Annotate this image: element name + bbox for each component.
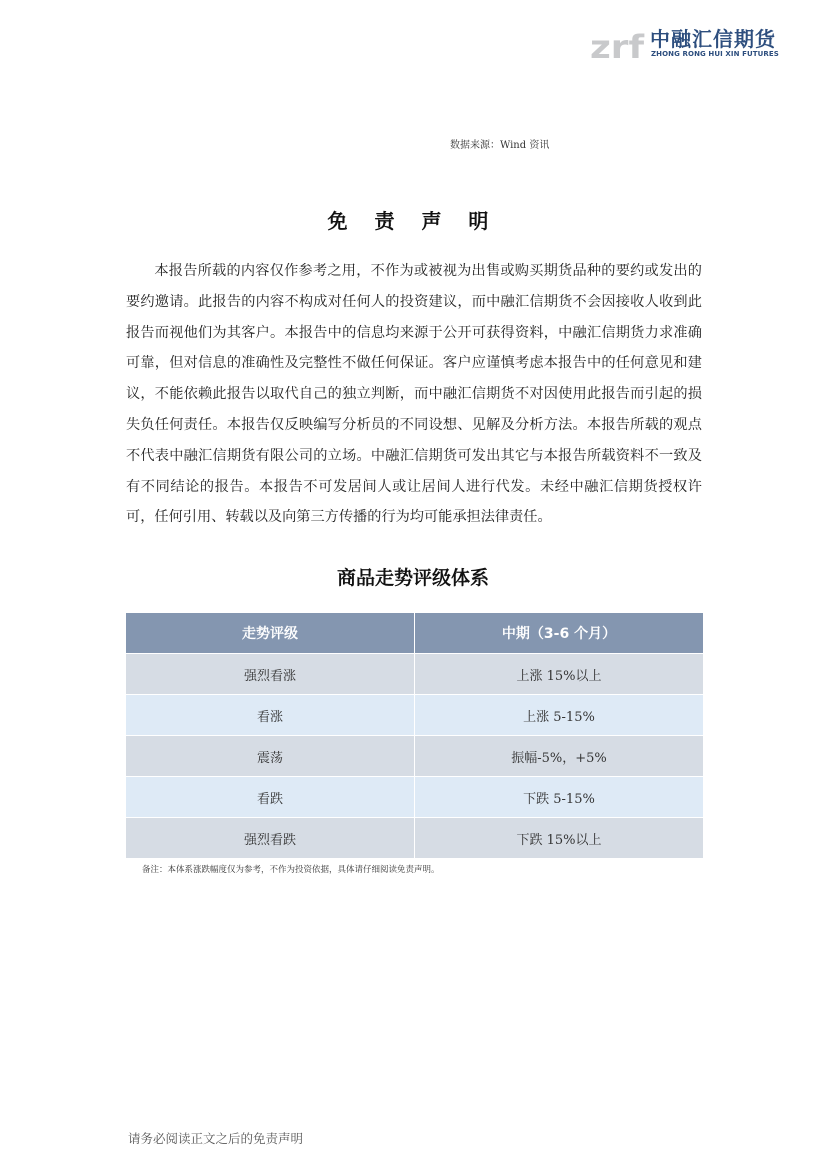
table-row [126,695,703,736]
rating-note: 备注：本体系涨跌幅度仅为参考，不作为投资依据，具体请仔细阅读免责声明。 [142,865,440,875]
rating-cell: 看跌 [126,777,415,818]
range-cell: 上涨 15%以上 [415,654,704,695]
range-cell: 下跌 5-15% [415,777,704,818]
zrf-logo-mark [590,20,646,64]
range-cell: 下跌 15%以上 [415,818,704,859]
table-row [126,654,703,695]
rating-cell: 震荡 [126,736,415,777]
disclaimer-body: 本报告所载的内容仅作参考之用，不作为或被视为出售或购买期货品种的要约或发出的要约邀请。此报告的内容不构成对任何人的投资建议，而中融汇信期货不会因接收人收到此报告而视他们为其客户。本报告中的信息均来源于公开可获得资料，中融汇信期货力求准确可靠，但对信息的准确性及完整性不做任何保证。客户应谨慎考虑本报告中的任何意见和建议，不能依赖此报告以取代自己的独立判断，而中融汇信期货不对因使用此报告而引起的损失负任何责任。本报告仅反映编写分析员的不同设想、见解及分析方法。本报告所载的观点不代表中融汇信期货有限公司的立场。中融汇信期货可发出其它与本报告所载资料不一致及有不同结论的报告。本报告不可发居间人或让居间人进行代发。未经中融汇信期货授权许可，任何引用、转载以及向第三方传播的行为均可能承担法律责任。 [126,263,702,526]
company-logo [590,20,780,64]
rating-header-cell: 走势评级 [126,613,415,654]
disclaimer-title: 免 责 声 明 [327,209,499,233]
period-header-cell: 中期（3-6 个月） [415,613,704,654]
chart-source-caption: 数据来源：Wind 资讯 [450,140,550,151]
rating-table-header-row [126,613,703,654]
page-footer: 请务必阅读正文之后的免责声明 [128,1131,304,1146]
rating-table [126,613,703,859]
table-row [126,736,703,777]
range-cell: 振幅-5%，+5% [415,736,704,777]
rating-system-title: 商品走势评级体系 [336,567,489,589]
rating-cell: 强烈看跌 [126,818,415,859]
logo-english-name: ZHONG RONG HUI XIN FUTURES [651,50,779,58]
logo-mark-text: zrf [590,28,646,64]
table-row [126,777,703,818]
rating-cell: 强烈看涨 [126,654,415,695]
range-cell: 上涨 5-15% [415,695,704,736]
table-row [126,818,703,859]
rating-cell: 看涨 [126,695,415,736]
logo-chinese-name: 中融汇信期货 [650,27,776,51]
